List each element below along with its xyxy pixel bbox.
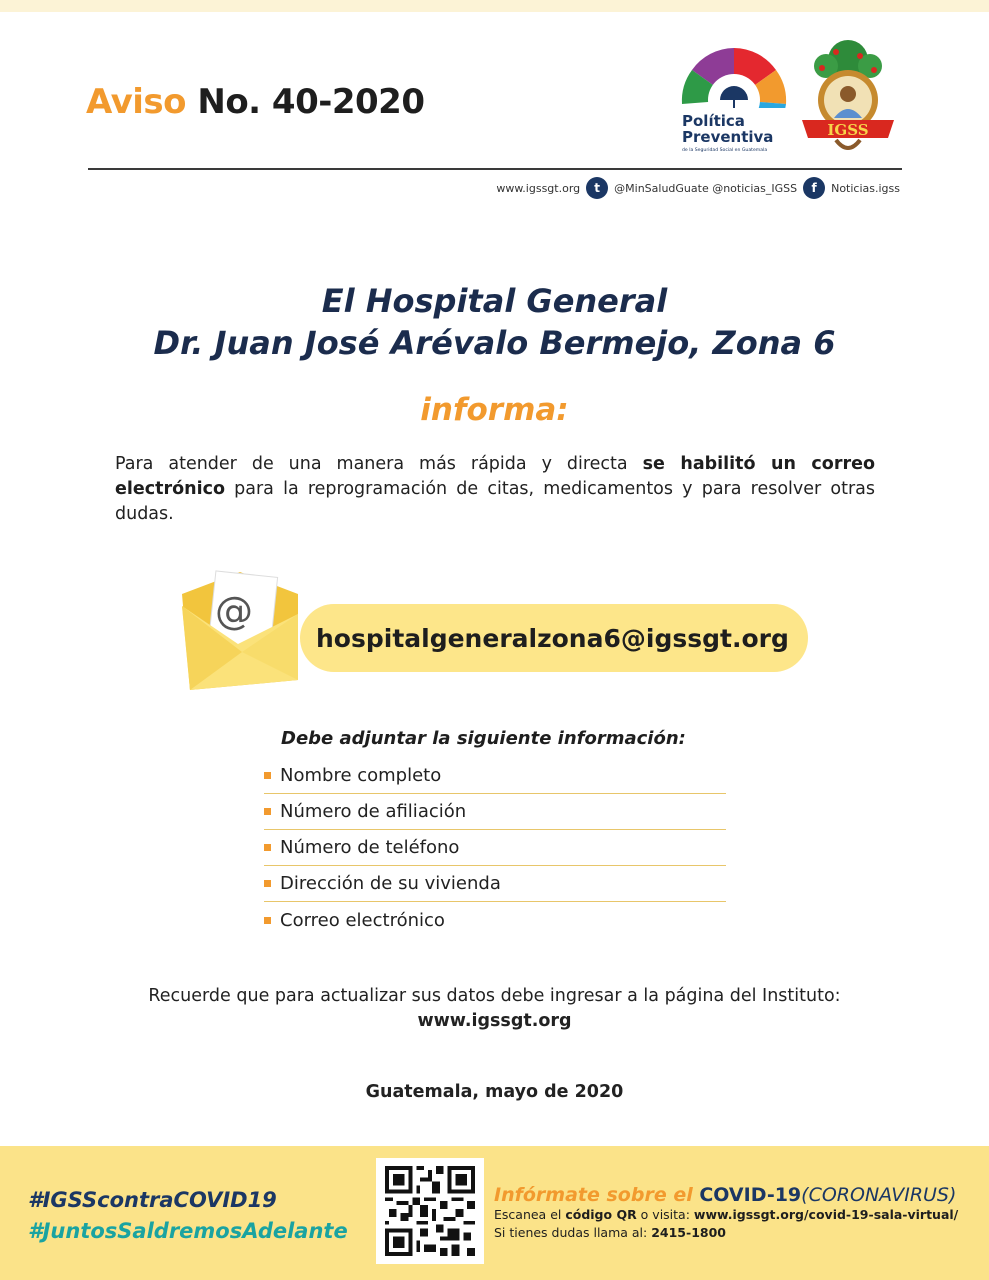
qr-code-icon [384,1166,476,1256]
website-link[interactable]: www.igssgt.org [496,181,581,195]
line2-c: o visita: [636,1207,694,1222]
reminder [0,984,989,1034]
logo-pp-caption: de la Seguridad Social en Guatemala [682,148,768,153]
top-strip [0,0,989,12]
title-line-1: El Hospital General [321,282,668,320]
reminder-url[interactable]: www.igssgt.org [417,1011,572,1031]
line3-a: Si tienes dudas llama al: [494,1225,652,1240]
phone-number[interactable]: 2415-1800 [651,1225,726,1240]
para-part-2: para la reprogramación de citas, medicamentos y para resolver otras dudas. [115,479,875,524]
para-part-1: Para atender de una manera más rápida y directa [115,454,643,474]
list-item [264,902,726,938]
reminder-text: Recuerde que para actualizar sus datos debe ingresar a la página del Instituto: [148,986,841,1006]
bullet-icon [264,772,271,779]
bullet-icon [264,880,271,887]
qr-code[interactable] [376,1158,484,1264]
facebook-icon: f [803,177,825,199]
igss-seal-logo [796,38,900,156]
email-address[interactable]: hospitalgeneralzona6@igssgt.org [300,604,808,672]
list-item-label: Número de afiliación [280,801,467,822]
envelope-at-icon [176,566,304,696]
covid-title-c: (CORONAVIRUS) [801,1184,957,1206]
at-symbol: @ [215,589,253,633]
hashtag-juntos: #JuntosSaldremosAdelante [28,1219,348,1243]
intro-paragraph [115,452,875,527]
covid-info [494,1184,974,1242]
logo-igss-text: IGSS [827,121,869,139]
list-item [264,866,726,902]
list-item [264,830,726,866]
covid-url[interactable]: www.igssgt.org/covid-19-sala-virtual/ [693,1207,959,1222]
politica-preventiva-logo [678,44,790,156]
hashtag-igss: #IGSScontraCOVID19 [28,1188,277,1212]
notice-number [86,82,424,122]
covid-title-b: COVID-19 [699,1184,802,1206]
title-line-2: Dr. Juan José Arévalo Bermejo, Zona 6 [153,324,836,362]
list-item-label: Nombre completo [280,765,442,786]
requirements-heading: Debe adjuntar la siguiente información: [281,728,686,749]
covid-info-title [494,1184,974,1206]
twitter-handles[interactable]: @MinSaludGuate @noticias_IGSS [614,181,798,195]
list-item-label: Dirección de su vivienda [280,873,501,894]
list-item-label: Número de teléfono [280,837,460,858]
twitter-icon: t [586,177,608,199]
list-item-label: Correo electrónico [280,909,445,931]
logo-pp-line2: Preventiva [682,128,774,146]
requirements-list [264,758,726,938]
covid-info-line-2 [494,1206,974,1224]
facebook-handle[interactable]: Noticias.igss [831,181,900,195]
list-item [264,794,726,830]
bullet-icon [264,844,271,851]
aviso-number: No. 40-2020 [197,82,425,122]
bullet-icon [264,808,271,815]
date-line: Guatemala, mayo de 2020 [365,1082,624,1102]
informa-heading: informa: [420,392,569,428]
bullet-icon [264,917,271,924]
para-bold: se habilitó un correo electrónico [115,454,875,499]
aviso-word: Aviso [86,82,187,122]
covid-info-line-3 [494,1224,974,1242]
line2-b: código QR [565,1207,637,1222]
header-divider [88,168,902,170]
line2-a: Escanea el [494,1207,566,1222]
covid-title-a: Infórmate sobre el [494,1184,700,1206]
list-item [264,758,726,794]
logo-pp-line1: Política [682,112,745,130]
social-links [496,176,900,200]
